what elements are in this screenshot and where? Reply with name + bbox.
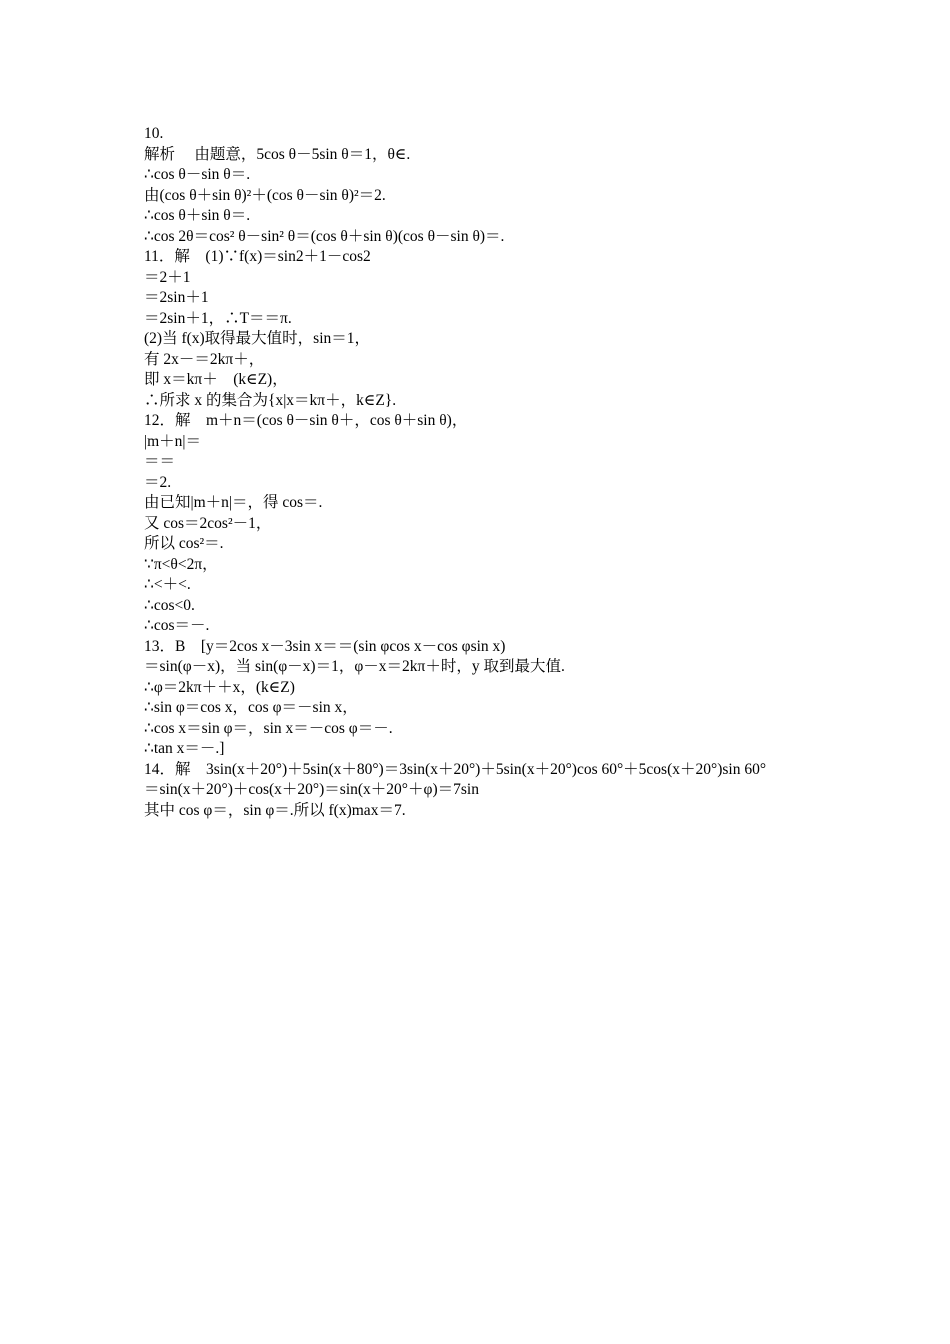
text-line: 所以 cos²＝. [144,535,224,552]
text-line: 有 2x－＝2kπ＋， [144,350,265,368]
text-line: ∴cos 2θ＝cos² θ－sin² θ＝(cos θ＋sin θ)(cos θ－sin θ)＝. [144,227,505,245]
text-line: 解析 由题意，5cos θ－5sin θ＝1，θ∈. [144,145,411,163]
text-line: |m＋n|＝ [144,432,202,450]
text-line: 即 x＝kπ＋ (k∈Z)， [144,371,288,388]
text-line: ＝sin(φ－x)，当 sin(φ－x)＝1，φ－x＝2kπ＋时，y 取到最大值. [144,658,565,675]
text-line: ＝2＋1 [144,268,191,286]
text-line: ∴φ＝2kπ＋＋x，(k∈Z) [144,678,295,696]
text-line: 由已知|m＋n|＝，得 cos＝. [144,494,323,511]
text-line: ∴cos θ＋sin θ＝. [144,207,251,224]
text-line: ＝sin(x＋20°)＋cos(x＋20°)＝sin(x＋20°＋φ)＝7sin [144,781,479,798]
text-line: 又 cos＝2cos²－1， [144,514,272,532]
text-line: ＝2sin＋1 [144,289,209,306]
text-line: ∴cos<0. [144,596,195,614]
text-line: 11．解 (1)∵f(x)＝sin2＋1－cos2 [144,248,371,265]
text-line: 13．B [y＝2cos x－3sin x＝＝(sin φcos x－cos φsin x) [144,637,506,655]
text-line: ∴sin φ＝cos x，cos φ＝－sin x， [144,699,358,716]
text-line: ＝2sin＋1，∴T＝＝π. [144,309,292,327]
text-line: 12．解 m＋n＝(cos θ－sin θ＋，cos θ＋sin θ)， [144,412,468,429]
text-line: 14．解 3sin(x＋20°)＋5sin(x＋80°)＝3sin(x＋20°)＋5sin(x＋20°)cos 60°＋5cos(x＋20°)sin 60° [144,760,767,778]
text-line: ∴所求 x 的集合为{x|x＝kπ＋，k∈Z}. [144,391,397,409]
text-line: ＝2. [144,473,172,491]
text-line: 其中 cos φ＝，sin φ＝.所以 f(x)max＝7. [144,801,406,819]
solution-text [144,124,804,821]
text-line: (2)当 f(x)取得最大值时，sin＝1， [144,330,371,347]
text-line: 10. [144,125,164,142]
text-line: ∴tan x＝－.] [144,740,225,757]
text-line: ∴<＋<. [144,576,191,593]
text-line: ∵π<θ<2π， [144,555,218,573]
text-line: ∴cos x＝sin φ＝，sin x＝－cos φ＝－. [144,719,393,737]
text-line: ∴cos θ－sin θ＝. [144,166,251,183]
text-line: ＝＝ [144,453,176,470]
text-line: ∴cos＝－. [144,617,210,634]
text-line: 由(cos θ＋sin θ)²＋(cos θ－sin θ)²＝2. [144,186,386,204]
